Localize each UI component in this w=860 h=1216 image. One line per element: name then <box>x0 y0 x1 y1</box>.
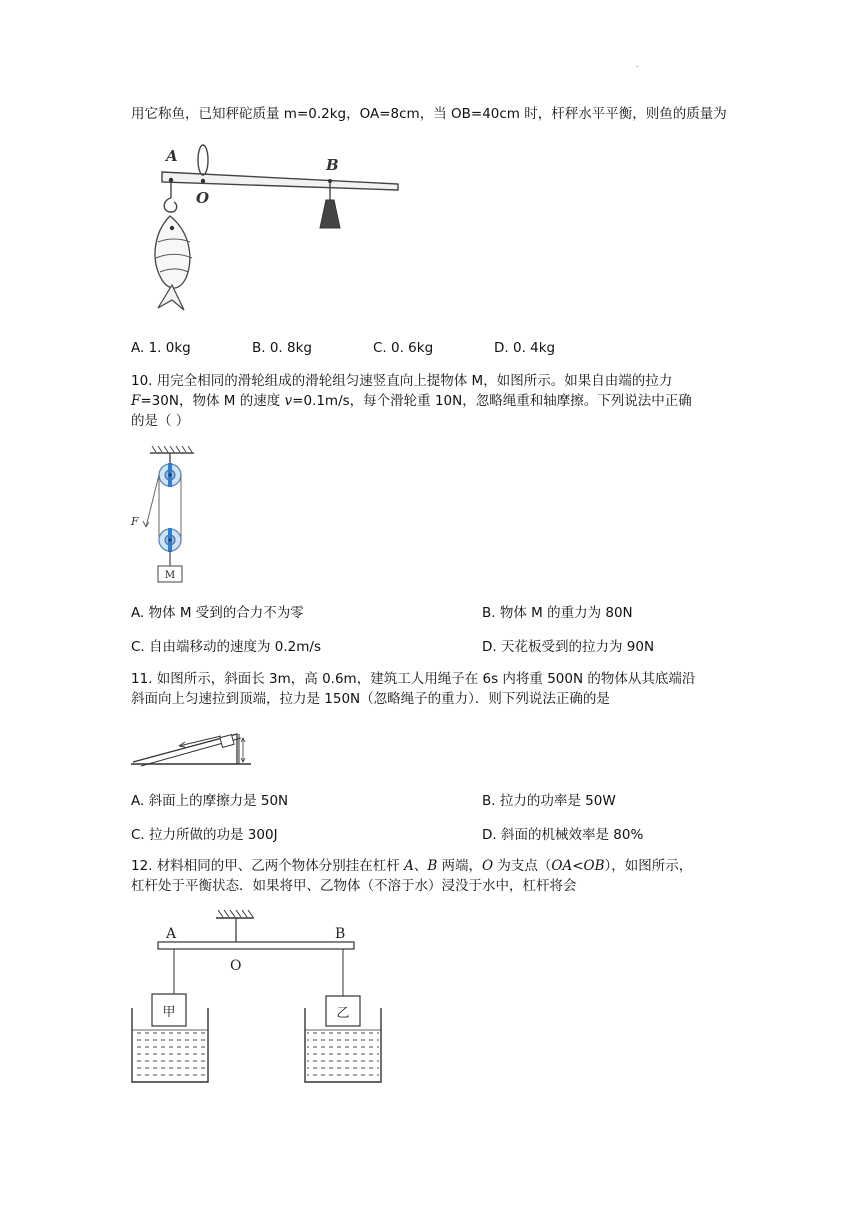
q9-option-c: C. 0. 6kg <box>373 340 434 356</box>
q12-label-b: B <box>335 926 346 942</box>
q10-label-m: M <box>164 570 176 581</box>
q9-label-o: O <box>196 189 210 207</box>
header-mark: . <box>636 60 639 69</box>
q11-option-b: B. 拉力的功率是 50W <box>482 793 616 809</box>
q11-line-1: 11. 如图所示，斜面长 3m，高 0.6m，建筑工人用绳子在 6s 内将重 500N 的物体从其底端沿 <box>131 671 696 687</box>
q10-line-1: 10. 用完全相同的滑轮组成的滑轮组匀速竖直向上提物体 M，如图所示。如果自由端的拉力 <box>131 373 673 389</box>
q10-var-v: v <box>284 393 293 409</box>
movable-pulley-icon <box>159 528 181 552</box>
q9-stem: 用它称鱼，已知秤砣质量 m=0.2kg，OA=8cm，当 OB=40cm 时，杆秤水平平衡，则鱼的质量为 <box>131 106 727 122</box>
q9-option-a: A. 1. 0kg <box>131 340 191 356</box>
q10-line-3: 的是（ ） <box>131 413 190 429</box>
q11-option-d: D. 斜面的机械效率是 80% <box>482 827 644 843</box>
q10-line-2: F=30N，物体 M 的速度 v=0.1m/s，每个滑轮重 10N，忽略绳重和轴摩擦。下列说法中正确 <box>131 393 692 409</box>
q9-option-d: D. 0. 4kg <box>494 340 556 356</box>
q12-block-yi: 乙 <box>336 1006 350 1021</box>
q10-pulley-figure <box>128 445 208 587</box>
q10-label-f: F <box>131 515 139 528</box>
q12-block-jia: 甲 <box>162 1005 176 1020</box>
q9-steelyard-figure <box>140 140 410 320</box>
q12-lever-figure <box>128 904 388 1090</box>
q10-option-b: B. 物体 M 的重力为 80N <box>482 605 633 621</box>
q10-option-d: D. 天花板受到的拉力为 90N <box>482 639 655 655</box>
fish-icon <box>155 216 192 310</box>
q9-label-a: A <box>166 147 178 165</box>
q10-option-a: A. 物体 M 受到的合力不为零 <box>131 605 304 621</box>
fixed-pulley-icon <box>159 463 181 487</box>
block-icon <box>220 735 234 748</box>
q11-option-a: A. 斜面上的摩擦力是 50N <box>131 793 289 809</box>
q9-label-b: B <box>326 156 339 174</box>
q11-line-2: 斜面向上匀速拉到顶端，拉力是 150N（忽略绳子的重力）．则下列说法正确的是 <box>131 691 610 707</box>
q12-label-a: A <box>166 926 177 942</box>
q12-line-2: 杠杆处于平衡状态．如果将甲、乙物体（不溶于水）浸没于水中，杠杆将会 <box>131 878 577 894</box>
q9-option-b: B. 0. 8kg <box>252 340 312 356</box>
q10-var-f: F <box>131 393 141 409</box>
q11-incline-figure <box>129 724 254 772</box>
q12-line-1: 12. 材料相同的甲、乙两个物体分别挂在杠杆 A、B 两端，O 为支点（OA<OB），如图所示， <box>131 858 693 874</box>
q12-label-o: O <box>230 958 242 974</box>
q10-option-c: C. 自由端移动的速度为 0.2m/s <box>131 639 322 655</box>
counterweight-icon <box>320 200 340 228</box>
q11-option-c: C. 拉力所做的功是 300J <box>131 827 278 843</box>
